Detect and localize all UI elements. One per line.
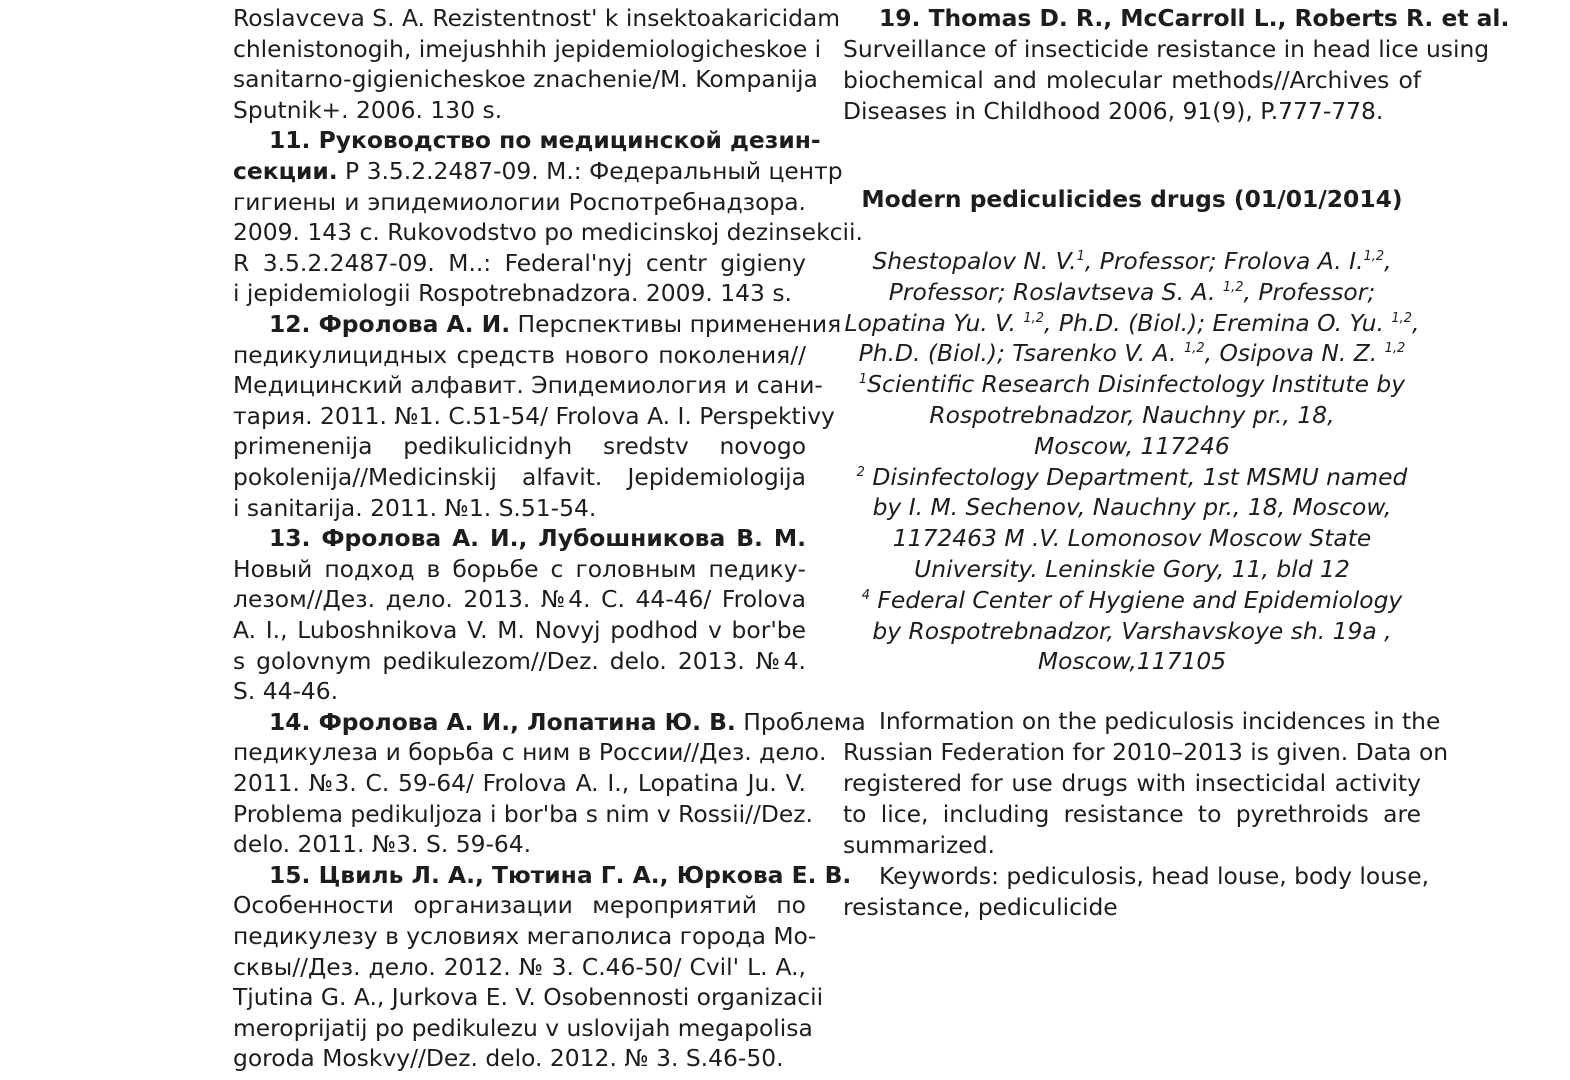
text-line (843, 34, 1490, 64)
text-line (233, 1043, 784, 1073)
text-line (233, 248, 806, 278)
author-line (843, 523, 1421, 553)
text-segment: Медицинский алфавит. Эпидемиология и сани- (233, 371, 823, 400)
text-segment: pokolenija//Medicinskij alfavit. Jepidemiologija (233, 463, 806, 491)
text-segment: Information on the pediculosis incidences in the (879, 707, 1441, 735)
reference-heading: 13. Фролова А. И., Лубошникова В. М. (269, 524, 806, 553)
text-line (233, 554, 806, 584)
text-line (233, 309, 842, 339)
author-line (843, 554, 1421, 584)
text-segment: goroda Moskvy//Dez. delo. 2012. № 3. S.46-50. (233, 1044, 784, 1073)
text-segment: Diseases in Childhood 2006, 91(9), P.777-778. (843, 97, 1384, 125)
text-segment: Scientific Research Disinfectology Institute by (867, 370, 1406, 399)
text-line (233, 584, 806, 614)
text-segment: 1172463 M .V. Lomonosov Moscow State (892, 524, 1372, 553)
affiliation-marker: 1,2 (1391, 310, 1413, 326)
text-segment: 2011. №3. С. 59-64/ Frolova A. I., Lopatina Ju. V. (233, 769, 806, 797)
text-segment: University. Leninskie Gory, 11, bld 12 (914, 555, 1350, 583)
text-segment: Р 3.5.2.2487-09. М.: Федеральный центр (337, 157, 843, 185)
text-line (233, 187, 806, 217)
text-segment: biochemical and molecular methods//Archives of (843, 66, 1421, 94)
text-segment: , Ph.D. (Biol.); Eremina O. Yu. (1044, 308, 1392, 337)
affiliation-marker: 2 (856, 464, 865, 480)
author-line (843, 462, 1421, 492)
text-segment: , Professor; (1243, 277, 1376, 306)
text-segment: , (1384, 247, 1392, 275)
text-segment: Sputnik+. 2006. 130 s. (233, 95, 503, 124)
abstract-line (843, 799, 1421, 829)
reference-heading: 12. Фролова А. И. (269, 310, 511, 338)
text-line (233, 676, 338, 706)
text-line (233, 952, 806, 982)
text-segment: педикулезу в условиях мегаполиса города Мо- (233, 922, 817, 950)
text-segment: to lice, including resistance to pyrethroids are (843, 800, 1421, 828)
author-line (843, 585, 1421, 615)
text-segment: Disinfectology Department, 1st MSMU named (864, 462, 1408, 491)
affiliation-marker: 1,2 (1183, 341, 1205, 357)
text-line (233, 615, 806, 645)
text-segment: , Professor; Frolova A. I. (1084, 247, 1364, 275)
text-line (233, 646, 806, 676)
text-line (233, 370, 823, 400)
affiliation-marker: 1,2 (1363, 249, 1385, 264)
abstract-line (843, 768, 1421, 798)
text-line (233, 3, 841, 33)
text-line (233, 860, 852, 890)
text-line (233, 156, 843, 186)
abstract-line (843, 830, 995, 860)
text-segment: Ph.D. (Biol.); Tsarenko V. A. (858, 339, 1184, 368)
text-segment: Professor; Roslavtseva S. A. (888, 277, 1223, 306)
text-line (233, 707, 866, 737)
text-segment: , (1412, 308, 1420, 337)
affiliation-marker: 4 (861, 587, 870, 603)
text-line (233, 64, 818, 94)
abstract-title: Modern pediculicides drugs (01/01/2014) (861, 185, 1403, 213)
text-line (233, 768, 806, 798)
text-segment: Shestopalov N. V. (872, 247, 1077, 275)
text-segment: S. 44-46. (233, 677, 339, 706)
text-line (233, 217, 863, 247)
text-line (233, 523, 806, 553)
text-segment: 2009. 143 с. Rukovodstvo po medicinskoj dezinsekcii. (233, 218, 863, 247)
author-line (843, 492, 1421, 522)
affiliation-marker: 1 (1076, 249, 1085, 264)
text-segment: Проблема (735, 707, 866, 736)
text-segment: s golovnym pedikulezom//Dez. delo. 2013. №4. (233, 646, 806, 675)
text-segment: by Rospotrebnadzor, Varshavskoye sh. 19a , (872, 616, 1392, 645)
text-segment: педикулеза и борьба с ним в России//Дез. дело. (233, 738, 827, 767)
text-line (843, 65, 1421, 95)
author-line (843, 369, 1421, 399)
text-line (233, 125, 821, 155)
abstract-line (843, 737, 1449, 767)
author-line (843, 308, 1421, 338)
text-segment: by I. M. Sechenov, Nauchny pr., 18, Moscow, (872, 493, 1392, 522)
text-line (233, 431, 806, 461)
text-line (233, 829, 531, 859)
text-segment: summarized. (843, 831, 995, 859)
text-segment: registered for use drugs with insecticidal activity (843, 769, 1421, 797)
text-line (843, 3, 1510, 33)
text-line (233, 401, 835, 431)
abstract-line (843, 706, 1441, 736)
text-line (233, 493, 596, 523)
author-line (843, 431, 1421, 461)
text-segment: Moscow, 117246 (1034, 431, 1230, 460)
author-line (843, 646, 1421, 676)
text-segment: Federal Center of Hygiene and Epidemiology (870, 585, 1403, 614)
text-segment: гигиены и эпидемиологии Роспотребнадзора. (233, 187, 806, 216)
text-line (233, 1013, 813, 1043)
text-segment: Russian Federation for 2010–2013 is given. Data on (843, 738, 1449, 766)
abstract-line (843, 892, 1118, 922)
author-line (843, 400, 1421, 430)
text-line (233, 278, 792, 308)
text-segment: лезом//Дез. дело. 2013. №4. С. 44-46/ Frolova (233, 585, 806, 614)
text-segment: , Osipova N. Z. (1204, 339, 1385, 368)
text-segment: Tjutina G. A., Jurkova E. V. Osobennosti organizacii (233, 983, 824, 1012)
author-line (843, 246, 1421, 276)
text-segment: i jepidemiologii Rospotrebnadzora. 2009. 143 s. (233, 279, 792, 308)
text-line (233, 737, 827, 767)
text-line (233, 34, 822, 64)
reference-heading: 14. Фролова А. И., Лопатина Ю. В. (269, 707, 736, 736)
text-segment: meroprijatij po pedikulezu v uslovijah megapolisa (233, 1013, 813, 1042)
text-segment: i sanitarija. 2011. №1. S.51-54. (233, 493, 597, 522)
text-segment: Keywords: pediculosis, head louse, body louse, (879, 862, 1430, 890)
text-line (233, 462, 806, 492)
text-segment: A. I., Luboshnikova V. M. Novyj podhod v bor'be (233, 616, 806, 644)
affiliation-marker: 1,2 (1222, 279, 1244, 295)
text-segment: primenenija pedikulicidnyh sredstv novogo (233, 432, 806, 461)
text-line (843, 96, 1383, 126)
text-segment: Lopatina Yu. V. (844, 308, 1024, 337)
reference-heading: 15. Цвиль Л. А., Тютина Г. А., Юркова Е. В. (269, 860, 852, 889)
author-line (843, 616, 1421, 646)
text-segment: R 3.5.2.2487-09. M..: Federal'nyj centr gigieny (233, 248, 806, 277)
text-line (233, 340, 806, 370)
reference-heading: секции. (233, 157, 338, 185)
text-segment: сквы//Дез. дело. 2012. № 3. С.46-50/ Cvil' L. A., (233, 952, 806, 981)
text-segment: Особенности организации мероприятий по (233, 891, 806, 920)
reference-heading: 19. Thomas D. R., McCarroll L., Roberts R. et al. (879, 4, 1510, 32)
text-line (233, 982, 824, 1012)
abstract-line (843, 861, 1430, 891)
text-segment: sanitarno-gigienicheskoe znachenie/M. Kompanija (233, 65, 818, 94)
text-segment: delo. 2011. №3. S. 59-64. (233, 830, 532, 859)
text-segment: Новый подход в борьбе с головным педику- (233, 554, 806, 583)
text-segment: Surveillance of insecticide resistance in head lice using (843, 35, 1490, 63)
text-segment: тария. 2011. №1. С.51-54/ Frolova A. I. Perspektivy (233, 401, 835, 430)
affiliation-marker: 1 (858, 372, 868, 388)
author-line (843, 277, 1421, 307)
text-segment: Rospotrebnadzor, Nauchny pr., 18, (929, 401, 1335, 429)
text-line (233, 799, 813, 829)
affiliation-marker: 1,2 (1384, 341, 1406, 357)
text-line (233, 921, 817, 951)
text-segment: педикулицидных средств нового поколения// (233, 340, 806, 369)
affiliation-marker: 1,2 (1023, 310, 1045, 326)
text-line (233, 95, 502, 125)
text-segment: Roslavceva S. A. Rezistentnost' k insektoakaricidam (233, 4, 841, 32)
reference-heading: 11. Руководство по медицинской дезин- (269, 126, 821, 155)
text-segment: chlenistonogih, imejushhih jepidemiologicheskoe i (233, 34, 822, 63)
text-segment: Перспективы применения (510, 310, 842, 338)
text-segment: Problema pedikuljoza i bor'ba s nim v Rossii//Dez. (233, 799, 813, 828)
text-segment: Moscow,117105 (1037, 647, 1227, 676)
text-line (233, 890, 806, 920)
author-line (843, 338, 1421, 368)
text-segment: resistance, pediculicide (843, 893, 1118, 921)
